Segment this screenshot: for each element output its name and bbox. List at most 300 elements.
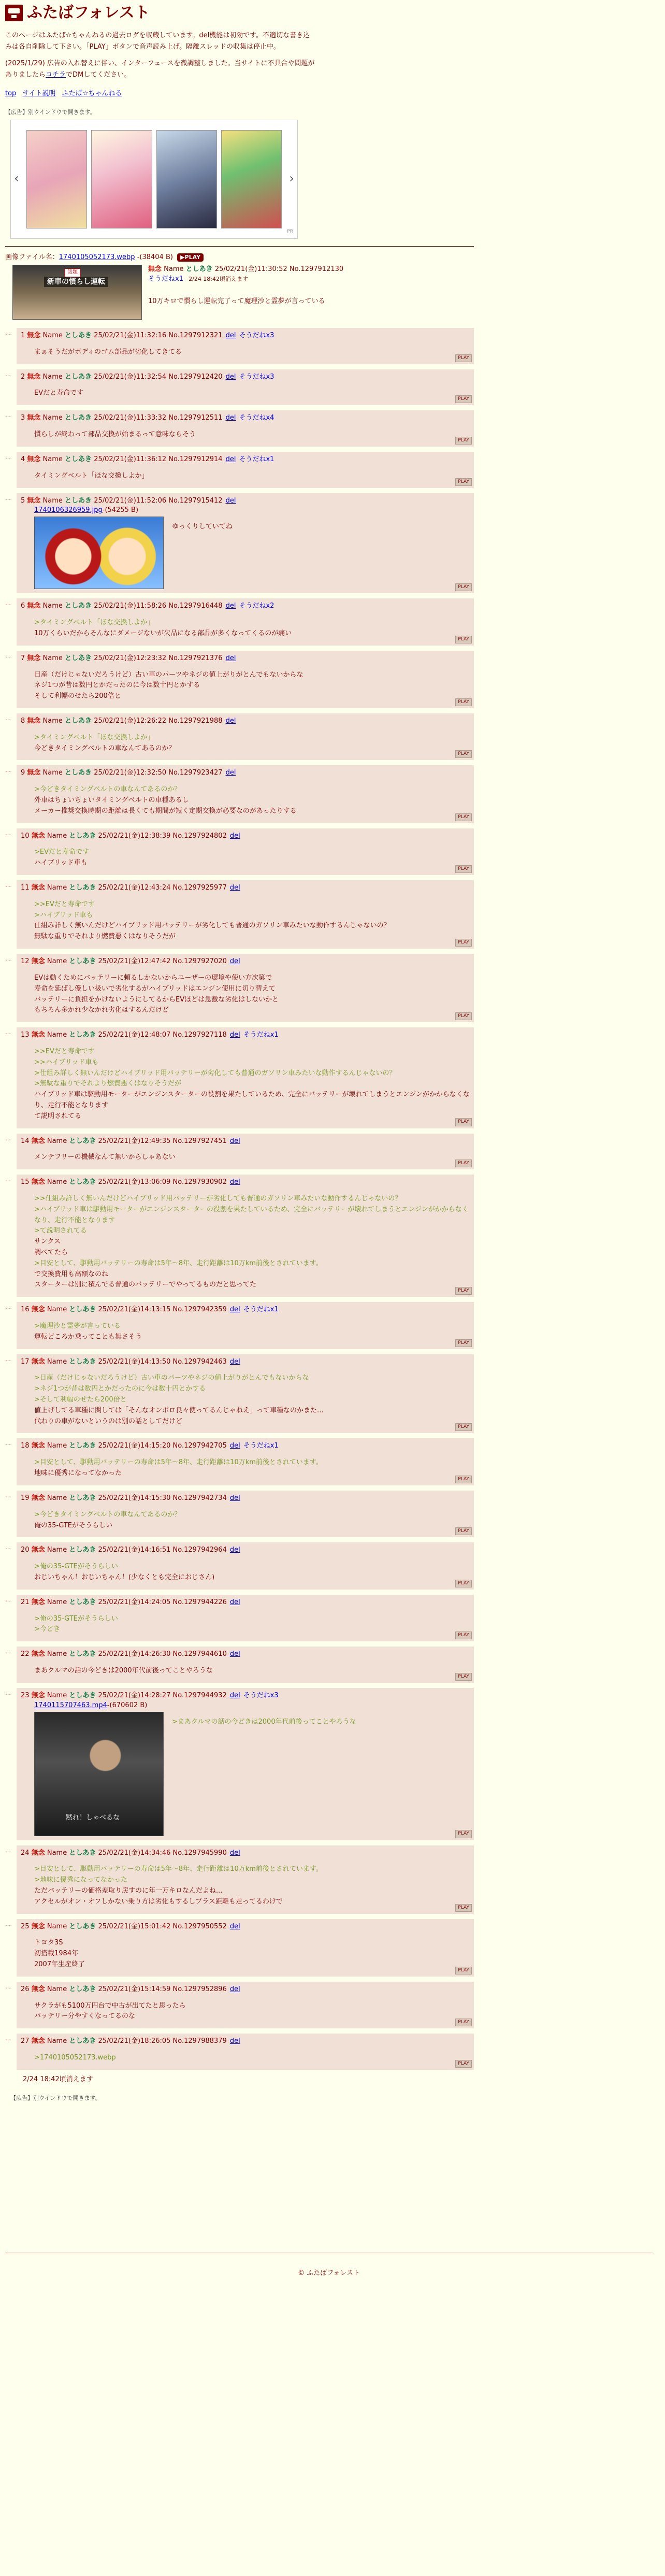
quote-line: >>仕組み詳しく無いんだけどハイブリッド用バッテリーが劣化しても普通のガソリン車みたいな動作するんじゃないの？: [34, 1195, 402, 1203]
del-button[interactable]: del: [229, 1494, 240, 1502]
header: [5, 3, 660, 23]
reply-number: 7: [21, 654, 25, 662]
text-line: ただバッテリーの価格差取り戻すのに年一万キロなんだよね...: [34, 1886, 223, 1895]
reply-number: 15: [21, 1178, 30, 1186]
text-line: メーカー推奨交換時期の距離は長くても期間が短く定期交換が必要なのがあったりする: [34, 807, 297, 815]
reply-play-button[interactable]: PLAY: [455, 636, 472, 643]
reply-body: [34, 1666, 470, 1677]
reply-number: 1: [21, 332, 25, 339]
reply-play-button[interactable]: PLAY: [455, 1339, 472, 1347]
reply-play-button[interactable]: PLAY: [455, 1527, 472, 1535]
reply-meta: [21, 1691, 470, 1701]
reply-meta: [21, 1849, 470, 1858]
reply-file-size: -(54255 B): [102, 506, 139, 514]
sodane-button[interactable]: そうだねx4: [239, 414, 274, 422]
post-datetime: 25/02/21(金)12:43:24 No.1297925977: [98, 884, 227, 892]
name-label: Name: [47, 884, 67, 892]
sodane-button[interactable]: そうだねx1: [243, 1031, 279, 1039]
ad-label-bottom: 【広告】別ウインドウで開きます。: [10, 2094, 101, 2101]
sodane-button[interactable]: そうだねx3: [243, 1691, 279, 1699]
reply-meta: [21, 832, 470, 841]
reply-number: 20: [21, 1546, 30, 1554]
reply-number: 4: [21, 455, 25, 463]
reply-meta: [21, 1545, 470, 1555]
reply-meta: [21, 654, 470, 664]
post-datetime: 25/02/21(金)13:06:09 No.1297930902: [98, 1178, 227, 1186]
notice-text: (2025/1/29) 広告の入れ替えに伴い、インターフェースを微調整しました。当サイトに不具合や問題がありましたら: [5, 60, 315, 79]
reply-play-button[interactable]: PLAY: [455, 1287, 472, 1295]
name-label: Name: [164, 265, 184, 273]
reply-post: [17, 651, 474, 708]
quote-line: >1740105052173.webp: [34, 2054, 116, 2062]
del-button[interactable]: del: [225, 496, 236, 505]
reply-thumbnail[interactable]: [34, 517, 164, 589]
quote-line: >日産（だけじゃないだろうけど）古い車のパーツやネジの値上がりがとんでもないからな: [34, 1374, 309, 1382]
reply-meta: [21, 1031, 470, 1040]
reply-post: [17, 1688, 474, 1840]
ad-thumb[interactable]: [221, 130, 282, 228]
quote-line: >俺の35-GTEがそうらしい: [34, 1614, 118, 1623]
reply-body: [34, 973, 470, 1016]
reply-body: [34, 2001, 470, 2023]
reply-meta: [21, 957, 470, 967]
reply-dots: …: [5, 1492, 11, 1499]
reply-row: [5, 369, 474, 406]
text-line: おじいちゃん！おじいちゃん！(少なくとも完全におじさん): [34, 1573, 215, 1581]
del-button[interactable]: del: [229, 1546, 240, 1554]
poster-name: としあき: [65, 332, 92, 339]
poster-name: としあき: [69, 957, 96, 966]
reply-file-link[interactable]: 1740115707463.mp4: [34, 1701, 107, 1709]
quote-line: >今どきタイミングベルトの車なんてあるのか？: [34, 785, 181, 794]
reply-body: [34, 1047, 470, 1122]
del-button[interactable]: del: [229, 1922, 240, 1930]
site-logo[interactable]: [5, 5, 23, 21]
notice-paragraph-2: [5, 58, 316, 81]
reply-dots: …: [5, 1029, 11, 1036]
post-subject: 無念: [31, 1178, 45, 1186]
reply-dots: …: [5, 882, 11, 889]
reply-play-button[interactable]: PLAY: [455, 1118, 472, 1126]
post-datetime: 25/02/21(金)14:24:05 No.1297944226: [98, 1598, 227, 1606]
poster-name: としあき: [69, 1357, 96, 1366]
quote-line: >そして利幅のせたら200倍と: [34, 1396, 127, 1404]
del-button[interactable]: del: [225, 602, 236, 610]
quote-line: >無駄な重りでそれより燃費悪くはなりそうだが: [34, 1080, 181, 1088]
reply-play-button[interactable]: PLAY: [455, 1160, 472, 1167]
name-label: Name: [47, 1137, 67, 1145]
page: [0, 3, 665, 2320]
reply-number: 27: [21, 2037, 30, 2045]
reply-post: [17, 1175, 474, 1297]
del-button[interactable]: del: [225, 332, 236, 339]
reply-row: [5, 1982, 474, 2028]
reply-number: 13: [21, 1031, 30, 1039]
reply-row: [5, 954, 474, 1022]
ad-thumb[interactable]: [91, 130, 152, 228]
poster-name: としあき: [69, 884, 96, 892]
reply-body: [34, 670, 470, 702]
nav-guide-link[interactable]: サイト説明: [22, 90, 56, 98]
text-line: バッテリー分やすくなってるのな: [34, 2012, 136, 2021]
reply-post: [17, 493, 474, 594]
reply-row: [5, 1134, 474, 1170]
reply-row: [5, 1175, 474, 1297]
text-line: ハイブリッド車は駆動用モーターがエンジンスターターの役割を果たしているため、完全にバッテリーが壊れてしまうとエンジンがかからなくなり、走行不能となります: [34, 1091, 470, 1109]
quote-line: >魔理沙と霊夢が言っている: [34, 1322, 121, 1330]
quote-line: >地味に優秀になってなかった: [34, 1876, 127, 1884]
reply-post: [17, 1595, 474, 1641]
quote-line: >ハイブリッド車は駆動用モーターがエンジンスターターの役割を果たしているため、完全にバッテリーが壊れてしまうとエンジンがかからなくなり、走行不能となります: [34, 1205, 469, 1224]
reply-number: 25: [21, 1922, 30, 1930]
post-subject: 無念: [31, 1598, 45, 1606]
text-line: スターターは別に積んでる普通のバッテリーでやってるものだと思ってた: [34, 1281, 257, 1289]
name-label: Name: [47, 1306, 67, 1314]
del-button[interactable]: del: [229, 2037, 240, 2045]
poster-name: としあき: [65, 654, 92, 662]
name-label: Name: [42, 717, 63, 725]
reply-row: [5, 1027, 474, 1128]
name-label: Name: [42, 769, 63, 777]
op-file-link[interactable]: 1740105052173.webp: [59, 253, 135, 262]
post-datetime: 25/02/21(金)14:28:27 No.1297944932: [98, 1691, 227, 1699]
del-button[interactable]: del: [225, 717, 236, 725]
reply-meta: [21, 373, 470, 382]
post-datetime: 25/02/21(金)14:34:46 No.1297945990: [98, 1849, 227, 1857]
reply-play-button[interactable]: PLAY: [455, 1580, 472, 1587]
quote-line: >目安として、駆動用バッテリーの寿命は5年〜8年、走行距離は10万km前後とされています。: [34, 1458, 323, 1467]
post-datetime: 25/02/21(金)11:36:12 No.1297912914: [94, 455, 223, 463]
reply-dots: …: [5, 1847, 11, 1854]
text-line: 代わりの車がないというのは別の話としてだけど: [34, 1417, 183, 1425]
name-label: Name: [47, 1442, 67, 1450]
del-button[interactable]: del: [229, 1691, 240, 1699]
post-subject: 無念: [27, 496, 41, 505]
del-button[interactable]: del: [229, 1442, 240, 1450]
reply-row: [5, 598, 474, 645]
reply-post: [17, 828, 474, 875]
reply-play-button[interactable]: PLAY: [455, 813, 472, 821]
contact-link[interactable]: コチラ: [46, 71, 66, 79]
reply-dots: …: [5, 330, 11, 336]
reply-dots: …: [5, 1544, 11, 1551]
del-button[interactable]: del: [225, 769, 236, 777]
reply-dots: …: [5, 2035, 11, 2042]
reply-body: [34, 1194, 470, 1291]
del-button[interactable]: del: [225, 414, 236, 422]
text-line: そして利幅のせたら200倍と: [34, 692, 121, 700]
poster-name: としあき: [69, 1691, 96, 1699]
del-button[interactable]: del: [229, 1306, 240, 1314]
poster-name: としあき: [69, 1494, 96, 1502]
text-line: 寿命を延ばし優しい扱いで劣化するがハイブリッドはエンジン使用に切り替えて: [34, 984, 276, 993]
name-label: Name: [47, 832, 67, 840]
quote-line: >タイミングベルト「ほな交換しよか」: [34, 733, 154, 741]
reply-play-button[interactable]: PLAY: [455, 1012, 472, 1020]
reply-number: 26: [21, 1985, 30, 1993]
reply-body: [34, 1938, 470, 1970]
reply-number: 5: [21, 496, 25, 505]
post-datetime: 25/02/21(金)11:30:52 No.1297912130: [214, 265, 344, 273]
del-button[interactable]: del: [225, 373, 236, 381]
post-datetime: 25/02/21(金)12:48:07 No.1297927118: [98, 1031, 227, 1039]
reply-file-info: [34, 1701, 470, 1711]
reply-row: [5, 493, 474, 594]
text-line: サンクス: [34, 1238, 61, 1246]
reply-body: [172, 1717, 356, 1728]
reply-body: [34, 1152, 470, 1163]
post-datetime: 25/02/21(金)11:32:16 No.1297912321: [94, 332, 223, 339]
post-subject: 無念: [31, 2037, 45, 2045]
del-button[interactable]: del: [229, 1650, 240, 1658]
reply-meta: [21, 2037, 470, 2047]
post-subject: 無念: [31, 832, 45, 840]
reply-meta: [21, 1598, 470, 1608]
post-subject: 無念: [31, 1031, 45, 1039]
reply-meta: [21, 413, 470, 423]
reply-play-button[interactable]: PLAY: [455, 583, 472, 591]
reply-body: [34, 2053, 470, 2064]
sodane-button[interactable]: そうだねx3: [239, 373, 274, 381]
reply-post: [17, 1647, 474, 1683]
del-button[interactable]: del: [229, 1031, 240, 1039]
reply-play-button[interactable]: PLAY: [455, 750, 472, 758]
poster-name: としあき: [65, 496, 92, 505]
reply-media-row: [34, 1712, 470, 1836]
reply-post: [17, 880, 474, 949]
post-subject: 無念: [31, 1691, 45, 1699]
reply-dots: …: [5, 1920, 11, 1927]
del-button[interactable]: del: [229, 1137, 240, 1145]
reply-meta: [21, 1137, 470, 1147]
text-line: 無駄な重りでそれより燃費悪くはなりそうだが: [34, 933, 176, 941]
op-meta-2: [148, 275, 343, 284]
reply-play-button[interactable]: PLAY: [455, 2060, 472, 2068]
sodane-button[interactable]: そうだねx1: [243, 1442, 279, 1450]
reply-post: [17, 1845, 474, 1914]
post-subject: 無念: [31, 1849, 45, 1857]
del-button[interactable]: del: [229, 1985, 240, 1993]
reply-play-button[interactable]: PLAY: [455, 698, 472, 706]
del-button[interactable]: del: [229, 1598, 240, 1606]
reply-body: [34, 1457, 470, 1479]
op-file-label: 画像ファイル名：: [5, 253, 59, 262]
del-button[interactable]: del: [229, 832, 240, 840]
post-datetime: 25/02/21(金)12:23:32 No.1297921376: [94, 654, 223, 662]
quote-line: >目安として、駆動用バッテリーの寿命は5年〜8年、走行距離は10万km前後とされています。: [34, 1259, 323, 1267]
sodane-button[interactable]: そうだねx2: [239, 602, 274, 610]
reply-row: [5, 1491, 474, 1537]
reply-post: [17, 1027, 474, 1128]
post-subject: 無念: [31, 1137, 45, 1145]
reply-play-button[interactable]: PLAY: [455, 478, 472, 486]
thumb-badge: 話題: [65, 268, 80, 277]
poster-name: としあき: [69, 1546, 96, 1554]
reply-play-button[interactable]: PLAY: [455, 1632, 472, 1639]
post-subject: 無念: [31, 884, 45, 892]
ad-carousel[interactable]: [10, 120, 298, 239]
name-label: Name: [47, 957, 67, 966]
reply-play-button[interactable]: PLAY: [455, 395, 472, 403]
text-line: 運転どころか乗ってことも無さそう: [34, 1333, 142, 1341]
del-button[interactable]: del: [225, 654, 236, 662]
reply-dots: …: [5, 767, 11, 774]
reply-meta: [21, 1305, 470, 1315]
poster-name: としあき: [65, 414, 92, 422]
op-thumbnail[interactable]: [12, 265, 142, 320]
notice-text-end: でDMしてください。: [66, 71, 131, 79]
reply-dots: …: [5, 600, 11, 607]
reply-row: [5, 765, 474, 823]
post-datetime: 25/02/21(金)18:26:05 No.1297988379: [98, 2037, 227, 2045]
reply-file-link[interactable]: 1740106326959.jpg: [34, 506, 103, 514]
reply-row: [5, 452, 474, 488]
ad-tag: PR: [287, 229, 293, 235]
reply-row: [5, 1845, 474, 1914]
reply-play-button[interactable]: PLAY: [455, 1830, 472, 1838]
post-datetime: 25/02/21(金)14:15:30 No.1297942734: [98, 1494, 227, 1502]
quote-line: >ハイブリッド車も: [34, 911, 93, 919]
reply-dots: …: [5, 1983, 11, 1990]
reply-body: [172, 522, 233, 533]
reply-play-button[interactable]: PLAY: [455, 865, 472, 873]
reply-play-button[interactable]: PLAY: [455, 437, 472, 445]
post-datetime: 25/02/21(金)12:26:22 No.1297921988: [94, 717, 223, 725]
text-line: ハイブリッド車も: [34, 859, 88, 867]
quote-line: >>ハイブリッド車も: [34, 1058, 99, 1066]
sodane-button[interactable]: そうだねx1: [243, 1306, 279, 1314]
post-subject: 無念: [31, 1494, 45, 1502]
text-line: ネジ1つが昔は数円とかだったのに今は数十円とかする: [34, 681, 200, 690]
reply-media-row: [34, 517, 470, 589]
reply-play-button[interactable]: PLAY: [455, 1476, 472, 1483]
carousel-next-icon[interactable]: ›: [289, 171, 294, 186]
name-label: Name: [47, 1546, 67, 1554]
reply-body: [34, 733, 470, 754]
reply-number: 10: [21, 832, 30, 840]
nav-futaba-link[interactable]: ふたば☆ちゃんねる: [62, 90, 122, 98]
reply-number: 9: [21, 769, 25, 777]
sodane-button[interactable]: そうだねx3: [239, 332, 274, 339]
post-subject: 無念: [27, 717, 41, 725]
reply-body: [34, 1510, 470, 1532]
poster-name: としあき: [69, 1985, 96, 1993]
nav-top-link[interactable]: top: [5, 90, 17, 98]
ad-thumb[interactable]: [156, 130, 217, 228]
del-button[interactable]: del: [225, 455, 236, 463]
carousel-prev-icon[interactable]: ‹: [14, 171, 19, 186]
reply-number: 21: [21, 1598, 30, 1606]
reply-play-button[interactable]: PLAY: [455, 1423, 472, 1431]
reply-body: [34, 1614, 470, 1636]
reply-number: 3: [21, 414, 25, 422]
reply-file-info: [34, 506, 470, 516]
sodane-button[interactable]: そうだねx1: [148, 275, 183, 283]
reply-post: [17, 954, 474, 1022]
text-line: EVは動くためにバッテリーに頼るしかないからユーザーの環境や使い方次第で: [34, 974, 272, 982]
post-datetime: 25/02/21(金)14:16:51 No.1297942964: [98, 1546, 227, 1554]
text-line: 値上げしてる車種に関しては「そんなオンボロ良々使ってるんじゃねえ」って車種なのかまた…: [34, 1406, 324, 1414]
quote-line: >タイミングベルト「ほな交換しよか」: [34, 619, 154, 627]
post-subject: 無念: [27, 602, 41, 610]
reply-dots: …: [5, 652, 11, 659]
poster-name: としあき: [65, 717, 92, 725]
poster-name: としあき: [69, 1178, 96, 1186]
reply-meta: [21, 717, 470, 726]
ad-thumb[interactable]: [26, 130, 87, 228]
text-line: EVだと寿命です: [34, 389, 84, 397]
name-label: Name: [47, 1922, 67, 1930]
reply-play-button[interactable]: PLAY: [455, 1673, 472, 1681]
reply-meta: [21, 883, 470, 893]
reply-row: [5, 1688, 474, 1840]
reply-body: [34, 784, 470, 817]
del-button[interactable]: del: [229, 1357, 240, 1366]
text-line: 初搭載1984年: [34, 1950, 79, 1958]
reply-thumbnail[interactable]: [34, 1712, 164, 1836]
op-play-button[interactable]: ▶PLAY: [177, 253, 204, 262]
reply-post: [17, 328, 474, 364]
post-subject: 無念: [148, 265, 162, 273]
reply-play-button[interactable]: PLAY: [455, 1904, 472, 1912]
poster-name: としあき: [69, 1031, 96, 1039]
quote-line: >まあクルマの話の今どきは2000年代前後ってことやろうな: [172, 1718, 356, 1726]
del-button[interactable]: del: [229, 1178, 240, 1186]
reply-dots: …: [5, 829, 11, 837]
del-button[interactable]: del: [229, 1849, 240, 1857]
divider: [5, 246, 474, 247]
reply-play-button[interactable]: PLAY: [455, 2019, 472, 2026]
site-title[interactable]: ふたばフォレスト: [27, 4, 150, 22]
text-line: 調べてたら: [34, 1248, 68, 1256]
reply-play-button[interactable]: PLAY: [455, 939, 472, 947]
reply-post: [17, 369, 474, 406]
reply-meta: [21, 1494, 470, 1504]
del-button[interactable]: del: [229, 957, 240, 966]
text-line: 仕組み詳しく無いんだけどハイブリッド用バッテリーが劣化しても普通のガソリン車みたいな動作するんじゃないの？: [34, 922, 391, 930]
reply-file-size: -(670602 B): [107, 1701, 148, 1709]
thumb-caption: 黙れ！しゃべるな: [66, 1813, 120, 1822]
reply-meta: [21, 1357, 470, 1367]
reply-row: [5, 1647, 474, 1683]
post-subject: 無念: [31, 1922, 45, 1930]
reply-post: [17, 1491, 474, 1537]
reply-number: 2: [21, 373, 25, 381]
quote-line: >俺の35-GTEがそうらしい: [34, 1563, 118, 1571]
post-datetime: 25/02/21(金)11:52:06 No.1297915412: [94, 496, 223, 505]
reply-meta: [21, 455, 470, 465]
reply-play-button[interactable]: PLAY: [455, 1967, 472, 1974]
text-line: て説明されてる: [34, 1112, 82, 1120]
text-line: 今どきタイミングベルトの車なんてあるのか？: [34, 744, 176, 752]
quote-line: >>EVだと寿命です: [34, 900, 95, 908]
post-subject: 無念: [31, 1546, 45, 1554]
del-button[interactable]: del: [229, 884, 240, 892]
op-deadline: 2/24 18:42頃消えます: [189, 275, 249, 282]
reply-number: 8: [21, 717, 25, 725]
quote-line: >仕組み詳しく無いんだけどハイブリッド用バッテリーが劣化しても普通のガソリン車みたいな動作するんじゃないの？: [34, 1069, 396, 1077]
reply-play-button[interactable]: PLAY: [455, 354, 472, 362]
reply-body: [34, 618, 470, 639]
sodane-button[interactable]: そうだねx1: [239, 455, 274, 463]
reply-row: [5, 1542, 474, 1589]
text-line: メンテフリーの機械なんて無いからしゃあない: [34, 1153, 176, 1162]
reply-dots: …: [5, 1176, 11, 1183]
reply-post: [17, 1354, 474, 1434]
reply-post: [17, 452, 474, 488]
poster-name: としあき: [69, 1442, 96, 1450]
reply-row: [5, 651, 474, 708]
